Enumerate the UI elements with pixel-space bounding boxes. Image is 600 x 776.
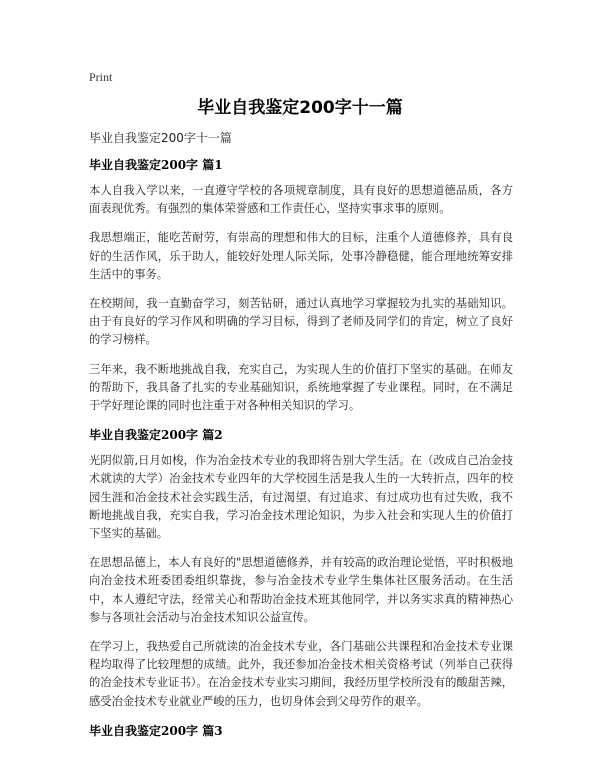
- paragraph: 在思想品德上，本人有良好的"思想道德修养，并有较高的政治理论觉悟，平时积极地向冶金技术班委团委组织靠拢，参与冶金技术专业学生集体社区服务活动。在生活中，本人遵纪守法，经常关心和帮助冶金技术班其他同学，并以务实求真的精神热心参与各项社会活动与冶金技术知识公益宣传。: [89, 556, 513, 624]
- paragraph: 三年来，我不断地挑战自我，充实自己，为实现人生的价值打下坚实的基础。在师友的帮助下，我具备了扎实的专业基础知识，系统地掌握了专业课程。同时，在不满足于学好理论课的同时也注重于对各种相关知识的学习。: [89, 362, 513, 413]
- paragraph: 在校期间，我一直勤奋学习，刻苦钻研，通过认真地学习掌握较为扎实的基础知识。由于有良好的学习作风和明确的学习目标，得到了老师及同学们的肯定，树立了良好的学习榜样。: [89, 297, 513, 347]
- document-subtitle: 毕业自我鉴定200字十一篇: [89, 131, 232, 145]
- paragraph: 光阴似箭,日月如梭，作为冶金技术专业的我即将告别大学生活。在（改成自己冶金技术就读的大学）冶金技术专业四年的大学校园生活是我人生的一大转折点，四年的校园生涯和冶金技术社会实践生活，有过渴望、有过追求、有过成功也有过失败，我不断地挑战自我，充实自我，学习冶金技术理论知识，为步入社会和实现人生的价值打下坚实的基础。: [89, 454, 513, 541]
- paragraph: 本人自我入学以来，一直遵守学校的各项规章制度，具有良好的思想道德品质，各方面表现优秀。有强烈的集体荣誉感和工作责任心，坚持实事求事的原则。: [89, 184, 513, 216]
- section-heading-3: 毕业自我鉴定200字 篇3: [89, 723, 223, 738]
- paragraph: 我思想端正，能吃苦耐劳，有崇高的理想和伟大的目标，注重个人道德修养，具有良好的生活作风，乐于助人，能较好处理人际关际，处事冷静稳健，能合理地统筹安排生活中的事务。: [89, 231, 513, 281]
- document-body: [89, 129, 513, 748]
- page-title: 毕业自我鉴定200字十一篇: [197, 98, 403, 118]
- paragraph: 在学习上，我热爱自己所就读的冶金技术专业，各门基础公共课程和冶金技术专业课程均取得了比较理想的成绩。此外，我还参加冶金技术相关资格考试（列举自己获得的冶金技术专业证书）。在冶金技术专业实习期间，我经历里学校所没有的酸甜苦辣，感受冶金技术专业就业严峻的压力，也切身体会到父母劳作的艰辛。: [89, 640, 513, 708]
- section-heading-1: 毕业自我鉴定200字 篇1: [89, 158, 223, 172]
- section-heading-2: 毕业自我鉴定200字 篇2: [89, 428, 223, 443]
- print-label[interactable]: Print: [89, 70, 113, 84]
